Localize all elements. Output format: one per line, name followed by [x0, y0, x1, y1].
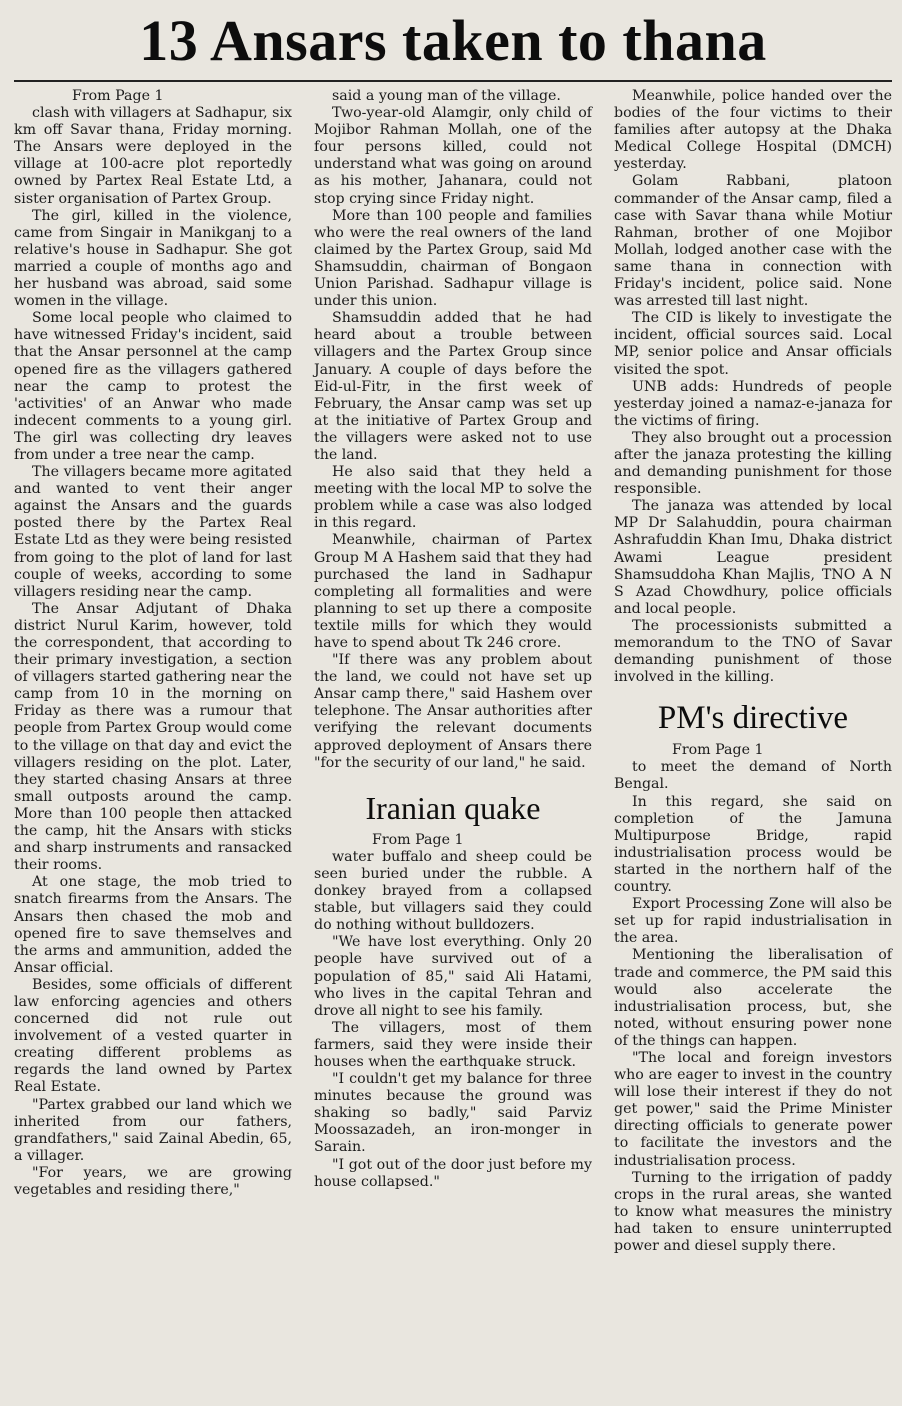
- paragraph: to meet the demand of North Bengal.: [614, 759, 892, 793]
- paragraph: At one stage, the mob tried to snatch firearms from the Ansars. The Ansars then chased the mob and opened fire to save themselves and the arms and ammunition, added the Ansar official.: [14, 874, 292, 976]
- article-columns: [14, 88, 892, 1255]
- paragraph: UNB adds: Hundreds of people yesterday joined a namaz-e-janaza for the victims of firing.: [614, 378, 892, 429]
- continuation-note: From Page 1: [72, 88, 164, 104]
- paragraph: The Ansar Adjutant of Dhaka district Nurul Karim, however, told the correspondent, that according to their primary investigation, a section of villagers started gathering near the camp from 10 in the morning on Friday as there was a rumour that people from Partex Group would come to the village on that day and evict the villagers residing on the plot. Later, they started chasing Ansars at three small outposts around the camp. More than 100 people then attacked the camp, hit the Ansars with sticks and sharp instruments and ransacked their rooms.: [14, 600, 292, 874]
- paragraph: Meanwhile, police handed over the bodies of the four victims to their families after autopsy at the Dhaka Medical College Hospital (DMCH) yesterday.: [614, 88, 892, 173]
- paragraph: said a young man of the village.: [332, 88, 561, 104]
- paragraph: Export Processing Zone will also be set up for rapid industrialisation in the area.: [614, 896, 892, 947]
- paragraph: The CID is likely to investigate the incident, official sources said. Local MP, senior police and Ansar officials visited the spot.: [614, 310, 892, 378]
- paragraph: The processionists submitted a memorandum to the TNO of Savar demanding punishment of those involved in the killing.: [614, 617, 892, 686]
- paragraph: "The local and foreign investors who are eager to invest in the country will lose their interest if they do not get power," said the Prime Minister directing officials to generate power to facilitate the investors and the industrialisation process.: [614, 1049, 892, 1169]
- paragraph: water buffalo and sheep could be seen buried under the rubble. A donkey brayed from a collapsed stable, but villagers said they could do nothing without bulldozers.: [314, 848, 592, 934]
- paragraph: "If there was any problem about the land, we could not have set up Ansar camp there," said Hashem over telephone. The Ansar authorities after verifying the relevant documents approved deployment of Ansars there "for the security of our land," he said.: [314, 652, 592, 771]
- paragraph: "For years, we are growing vegetables and residing there,": [14, 1164, 292, 1198]
- column-2: [314, 88, 592, 1255]
- paragraph: The girl, killed in the violence, came from Singair in Manikganj to a relative's house in Sadhapur. She got married a couple of months ago and her husband was abroad, said some women in the village.: [14, 207, 292, 310]
- paragraph: The villagers became more agitated and wanted to vent their anger against the Ansars and the guards posted there by the Partex Real Estate Ltd as they were being resisted from going to the plot of land for last couple of weeks, according to some villagers residing near the camp.: [14, 464, 292, 600]
- headline-rule: [14, 80, 892, 82]
- paragraph: Two-year-old Alamgir, only child of Mojibor Rahman Mollah, one of the four persons killed, could not understand what was going on around as his mother, Jahanara, could not stop crying since Friday night.: [314, 105, 592, 207]
- subheadline-iranian-quake: Iranian quake: [365, 789, 541, 826]
- paragraph: Shamsuddin added that he had heard about a trouble between villagers and the Partex Group since January. A couple of days before the Eid-ul-Fitr, in the first week of February, the Ansar camp was set up at the initiative of Partex Group and the villagers were asked not to use the land.: [314, 310, 592, 463]
- paragraph: "I got out of the door just before my house collapsed.": [314, 1156, 592, 1190]
- paragraph: In this regard, she said on completion of the Jamuna Multipurpose Bridge, rapid industrialisation process would be started in the northern half of the country.: [614, 793, 892, 896]
- column-3: [614, 88, 892, 1255]
- headline: 13 Ansars taken to thana: [139, 8, 767, 73]
- paragraph: Besides, some officials of different law enforcing agencies and others concerned did not rule out involvement of a vested quarter in creating different problems as regards the land owned by Partex Real Estate.: [14, 976, 292, 1096]
- paragraph: Some local people who claimed to have witnessed Friday's incident, said that the Ansar personnel at the camp opened fire as the villagers gathered near the camp to protest the 'activities' of an Anwar who made indecent comments to a young girl. The girl was collecting dry leaves from under a tree near the camp.: [14, 310, 292, 463]
- continuation-note: From Page 1: [372, 831, 464, 848]
- paragraph: clash with villagers at Sadhapur, six km off Savar thana, Friday morning. The Ansars were deployed in the village at 100-acre plot reportedly owned by Partex Real Estate Ltd, a sister organisation of Partex Group.: [14, 105, 292, 207]
- paragraph: The janaza was attended by local MP Dr Salahuddin, poura chairman Ashrafuddin Khan Imu, Dhaka district Awami League president Shamsuddoha Khan Majlis, TNO A N S Azad Chowdhury, police officials and local people.: [614, 498, 892, 617]
- paragraph: More than 100 people and families who were the real owners of the land claimed by the Partex Group, said Md Shamsuddin, chairman of Bongaon Union Parishad. Sadhapur village is under this union.: [314, 207, 592, 310]
- paragraph: He also said that they held a meeting with the local MP to solve the problem while a case was also lodged in this regard.: [314, 464, 592, 532]
- paragraph: They also brought out a procession after the janaza protesting the killing and demanding punishment for those responsible.: [614, 429, 892, 498]
- subheadline-pm-directive: PM's directive: [657, 700, 849, 737]
- paragraph: The villagers, most of them farmers, said they were inside their houses when the earthquake struck.: [314, 1019, 592, 1070]
- column-1: [14, 88, 292, 1255]
- paragraph: Mentioning the liberalisation of trade and commerce, the PM said this would also accelerate the industrialisation process, but, she noted, without ensuring power none of the things can happen.: [614, 947, 892, 1049]
- paragraph: Golam Rabbani, platoon commander of the Ansar camp, filed a case with Savar thana while Motiur Rahman, brother of one Mojibor Mollah, lodged another case with the same thana in connection with Friday's incident, police said. None was arrested till last night.: [614, 173, 892, 310]
- paragraph: Turning to the irrigation of paddy crops in the rural areas, she wanted to know what measures the ministry had taken to ensure uninterrupted power and diesel supply there.: [614, 1169, 892, 1254]
- paragraph: "I couldn't get my balance for three minutes because the ground was shaking so badly," said Parviz Moossazadeh, an iron-monger in Sarain.: [314, 1071, 592, 1156]
- paragraph: "Partex grabbed our land which we inherited from our fathers, grandfathers," said Zainal Abedin, 65, a villager.: [14, 1096, 292, 1164]
- paragraph: "We have lost everything. Only 20 people have survived out of a population of 85," said Ali Hatami, who lives in the capital Tehran and drove all night to see his family.: [314, 934, 592, 1019]
- paragraph: Meanwhile, chairman of Partex Group M A Hashem said that they had purchased the land in Sadhapur completing all formalities and were planning to set up there a composite textile mills for which they would have to spend about Tk 246 crore.: [314, 532, 592, 651]
- continuation-note: From Page 1: [672, 742, 764, 759]
